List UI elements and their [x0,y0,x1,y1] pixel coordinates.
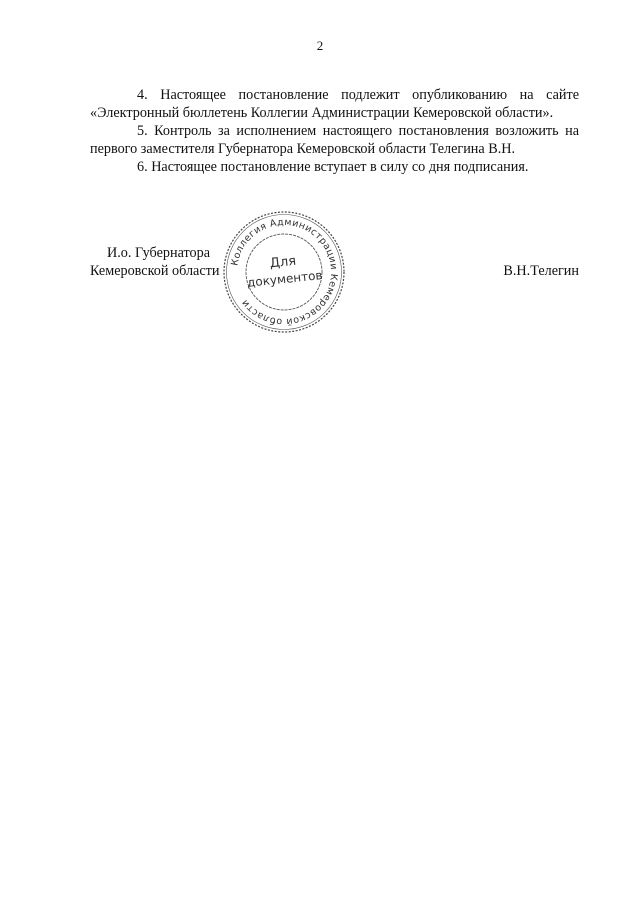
paragraph-control: 5. Контроль за исполнением настоящего постановления возложить на первого заместителя Губернатора Кемеровской области Телегина В.Н. [90,123,579,157]
seal-center-line2: документов [246,268,324,290]
seal-center-line1: Для [269,253,297,272]
document-body [90,86,579,176]
seal-ring-textpath: Коллегия Администрации Кемеровской области [229,216,340,328]
page-number: 2 [316,38,324,53]
official-seal-stamp [220,208,348,336]
signatory-position: И.о. Губернатора [107,245,210,261]
seal-graphic [220,208,348,336]
paragraph-effective-date: 6. Настоящее постановление вступает в силу со дня подписания. [137,159,529,175]
seal-center-group [245,251,324,290]
signatory-name: В.Н.Телегин [503,263,579,279]
signatory-region: Кемеровской области [90,263,220,279]
paragraph-publication: 4. Настоящее постановление подлежит опубликованию на сайте «Электронный бюллетень Коллегии Администрации Кемеровской области». [90,87,579,121]
